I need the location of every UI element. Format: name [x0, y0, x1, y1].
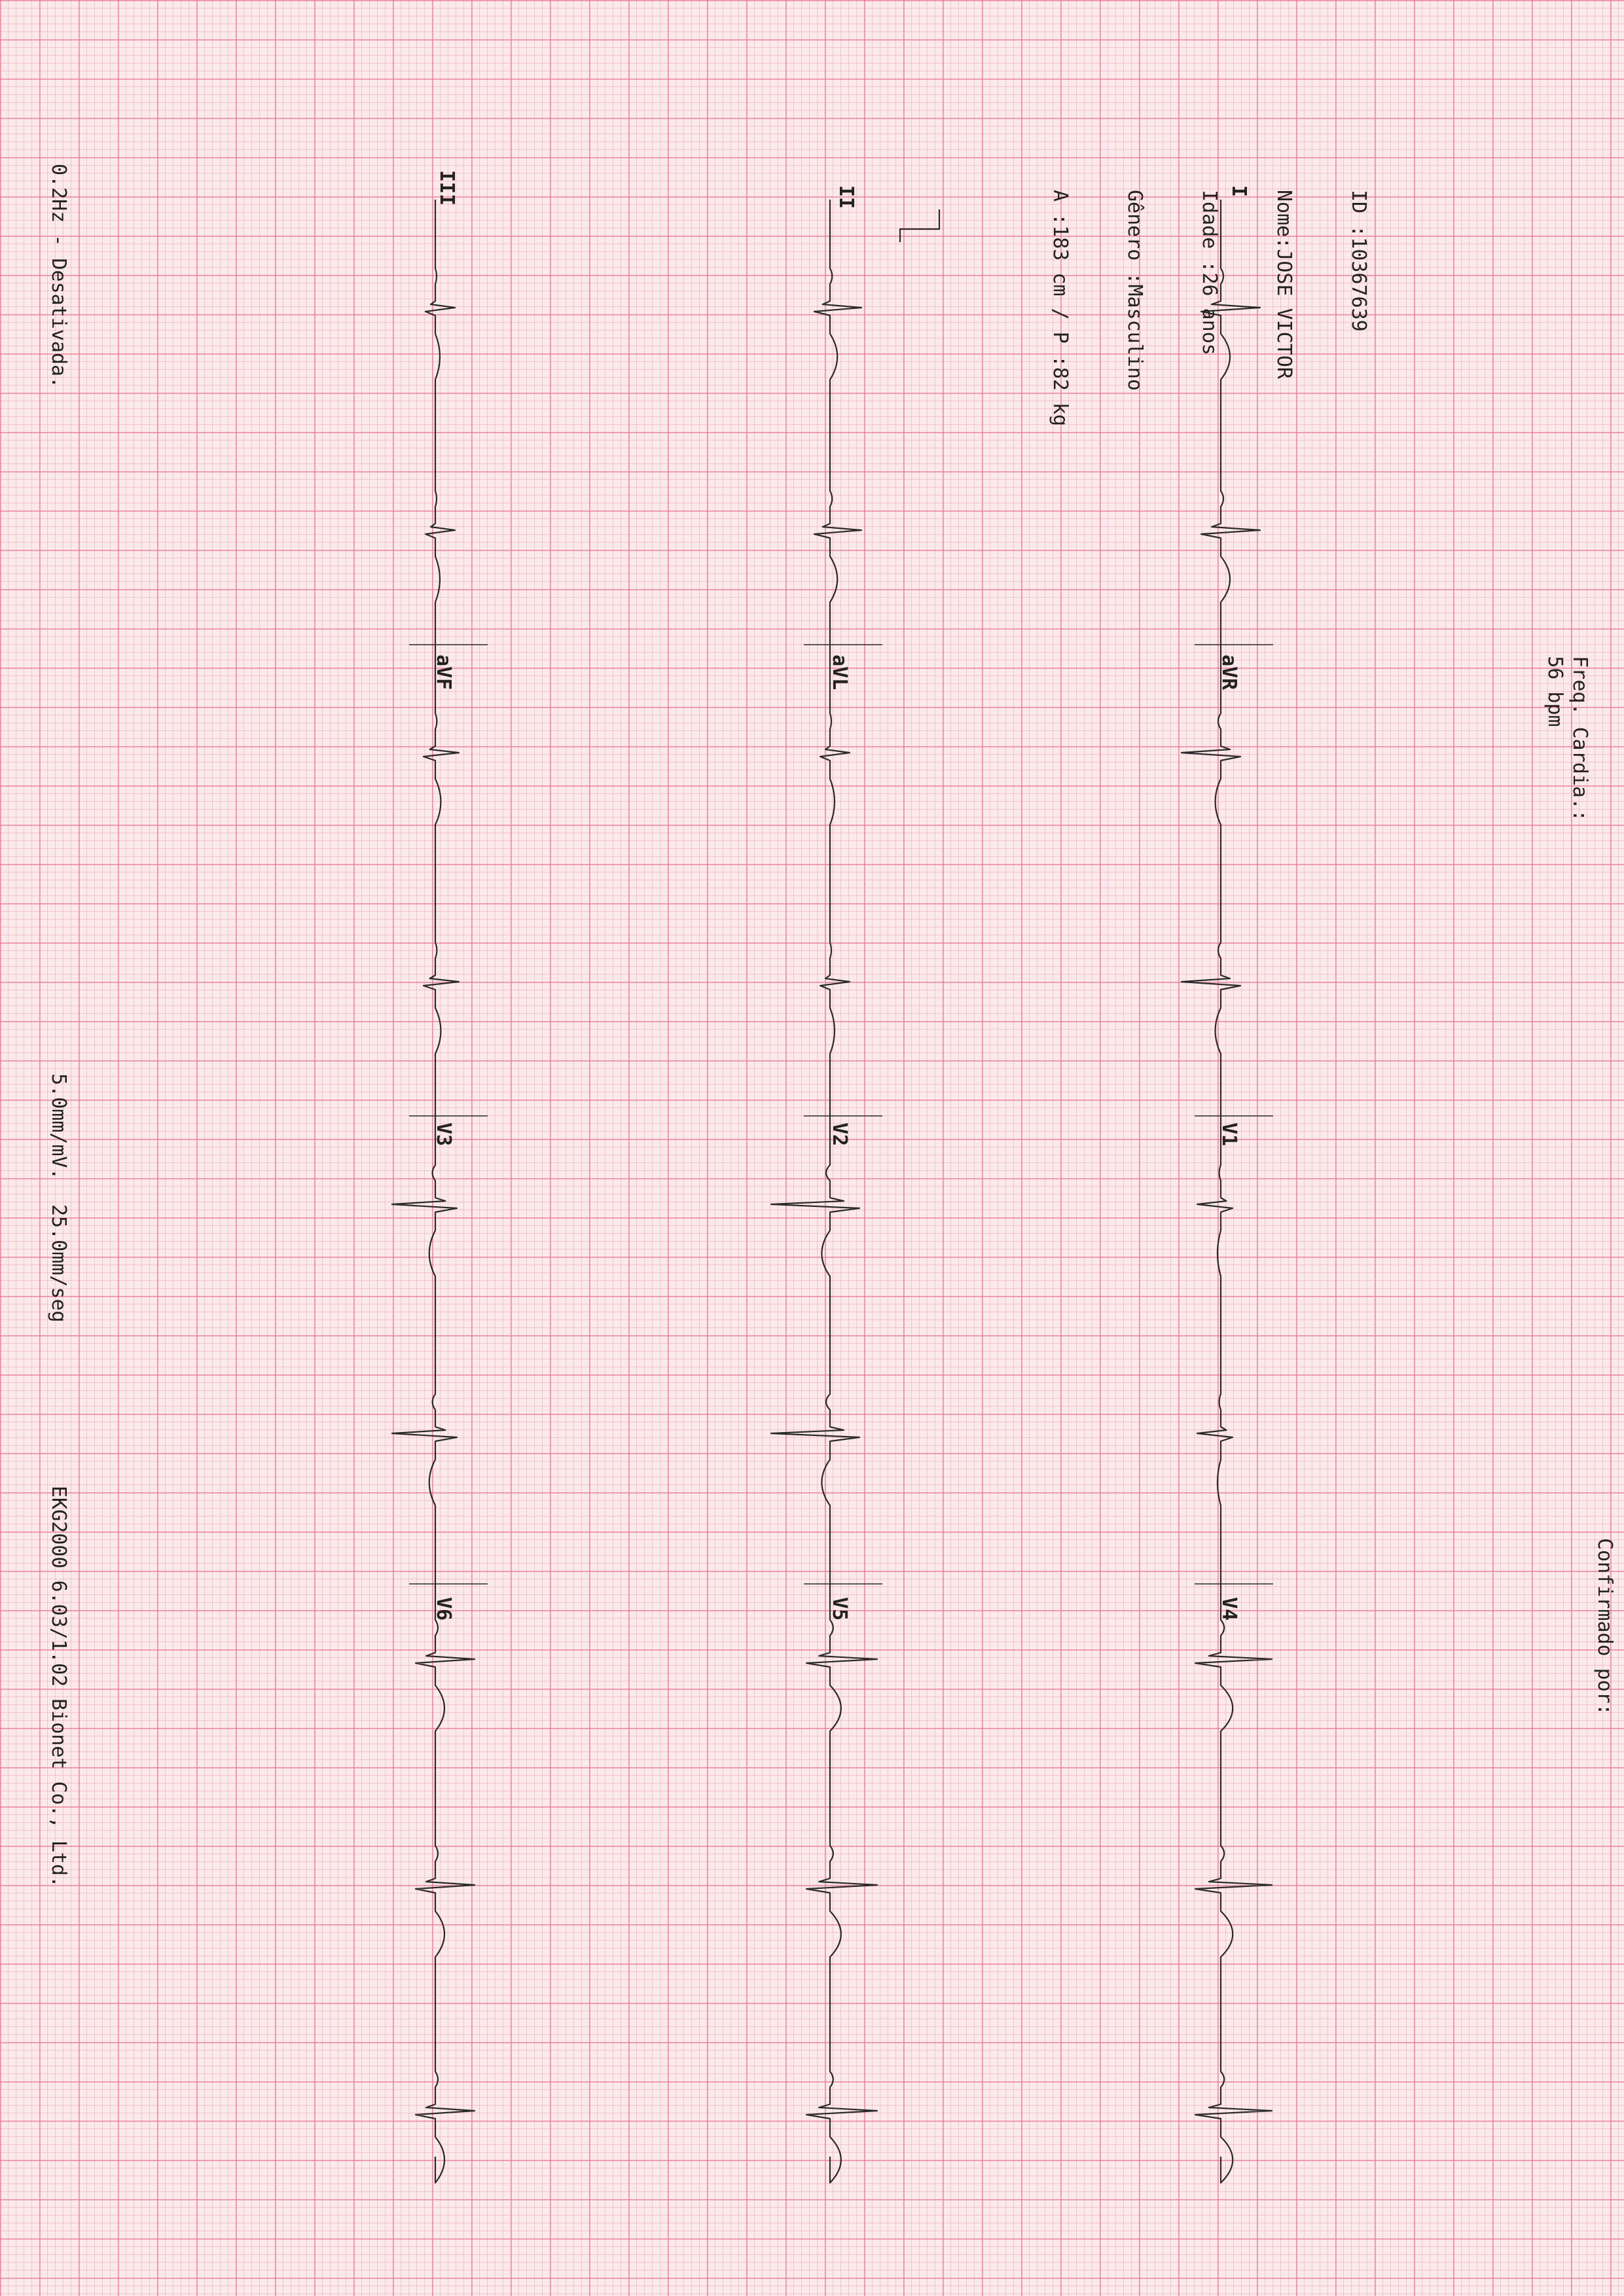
patient-info: [998, 190, 1420, 426]
lead-label-V5: V5: [828, 1597, 851, 1621]
heart-rate-label: Freq. Cardia.:: [1568, 656, 1591, 822]
lead-label-I: I: [1227, 185, 1250, 198]
confirmed-by: Confirmado por:: [1593, 1538, 1616, 1715]
ecg-trace-row2: [771, 200, 877, 2183]
footer-filter: 0.2Hz - Desativada.: [47, 164, 70, 389]
lead-label-aVF: aVF: [432, 655, 455, 691]
patient-height-weight: A :183 cm / P :82 kg: [1049, 190, 1072, 427]
footer-device: EKG2000 6.03/1.02 Bionet Co., Ltd.: [47, 1486, 70, 1888]
heart-rate: [1517, 609, 1617, 821]
ecg-trace-row3: [392, 200, 475, 2183]
lead-label-V4: V4: [1218, 1597, 1240, 1621]
lead-label-V3: V3: [432, 1122, 455, 1147]
calibration-pulse: [900, 209, 939, 242]
lead-label-V2: V2: [828, 1122, 851, 1147]
patient-gender: Gênero :Masculino: [1123, 190, 1146, 391]
lead-label-III: III: [435, 170, 458, 206]
patient-age: Idade :26 anos: [1198, 190, 1221, 355]
heart-rate-value: 56 bpm: [1543, 656, 1566, 727]
patient-id: ID :10367639: [1347, 190, 1370, 332]
footer-speed: 25.0mm/seg: [47, 1204, 70, 1323]
lead-label-V1: V1: [1218, 1122, 1240, 1147]
lead-label-II: II: [835, 185, 857, 209]
footer-gain: 5.0mm/mV.: [47, 1073, 70, 1180]
lead-label-aVR: aVR: [1218, 655, 1240, 691]
ecg-trace-row1: [1182, 200, 1272, 2183]
patient-name: Nome:JOSE VICTOR: [1272, 190, 1295, 379]
lead-label-V6: V6: [432, 1597, 455, 1621]
lead-label-aVL: aVL: [828, 655, 851, 691]
